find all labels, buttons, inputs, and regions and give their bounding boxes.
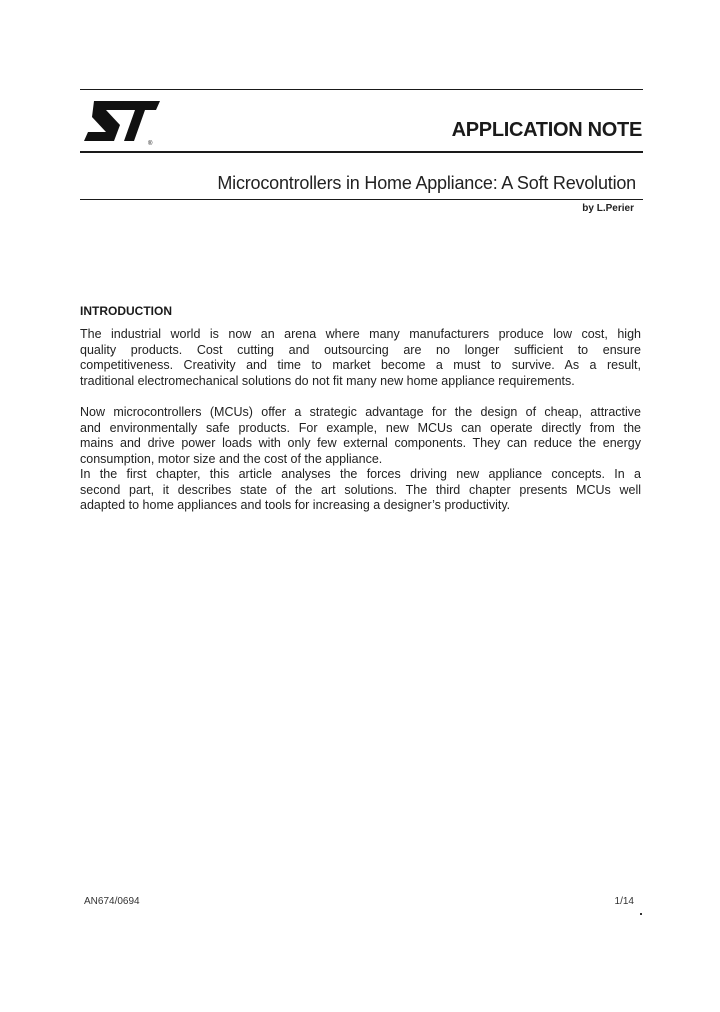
- title-rule: [80, 199, 643, 200]
- footer-page-number: 1/14: [614, 896, 634, 907]
- document-type: APPLICATION NOTE: [451, 119, 642, 141]
- text-line: Now microcontrollers (MCUs) offer a strategic advantage for the design of cheap, attractive: [80, 405, 641, 419]
- text-line: The industrial world is now an arena where many manufacturers produce low cost, high: [80, 327, 641, 341]
- section-heading-introduction: INTRODUCTION: [80, 304, 172, 318]
- footer-document-code: AN674/0694: [84, 896, 140, 907]
- header-top-rule: [80, 89, 643, 90]
- svg-text:®: ®: [148, 141, 153, 147]
- text-line: In the first chapter, this article analyses the forces driving new appliance concepts. In a: [80, 467, 641, 481]
- text-line: quality products. Cost cutting and outsourcing are no longer sufficient to ensure: [80, 342, 641, 357]
- introduction-paragraph-3: [80, 467, 641, 514]
- text-line: second part, it describes state of the art solutions. The third chapter presents MCUs well: [80, 482, 641, 497]
- introduction-paragraph-2: [80, 405, 641, 467]
- text-line: and environmentally safe products. For example, new MCUs can operate directly from the: [80, 420, 641, 435]
- author-line: by L.Perier: [582, 203, 634, 214]
- document-title: Microcontrollers in Home Appliance: A Soft Revolution: [217, 173, 636, 193]
- text-line: traditional electromechanical solutions do not fit many new home appliance requirements.: [80, 373, 575, 388]
- text-line: mains and drive power loads with only few external components. They can reduce the energy: [80, 436, 641, 450]
- st-logo-icon: [84, 97, 162, 147]
- footer-mark: [640, 913, 642, 915]
- text-line: adapted to home appliances and tools for increasing a designer’s productivity.: [80, 498, 511, 512]
- text-line: competitiveness. Creativity and time to market become a must to survive. As a result,: [80, 358, 641, 372]
- header-bottom-rule: [80, 151, 643, 153]
- introduction-paragraph-1: [80, 327, 641, 389]
- st-logo: [84, 97, 162, 147]
- text-line: consumption, motor size and the cost of the appliance.: [80, 451, 383, 466]
